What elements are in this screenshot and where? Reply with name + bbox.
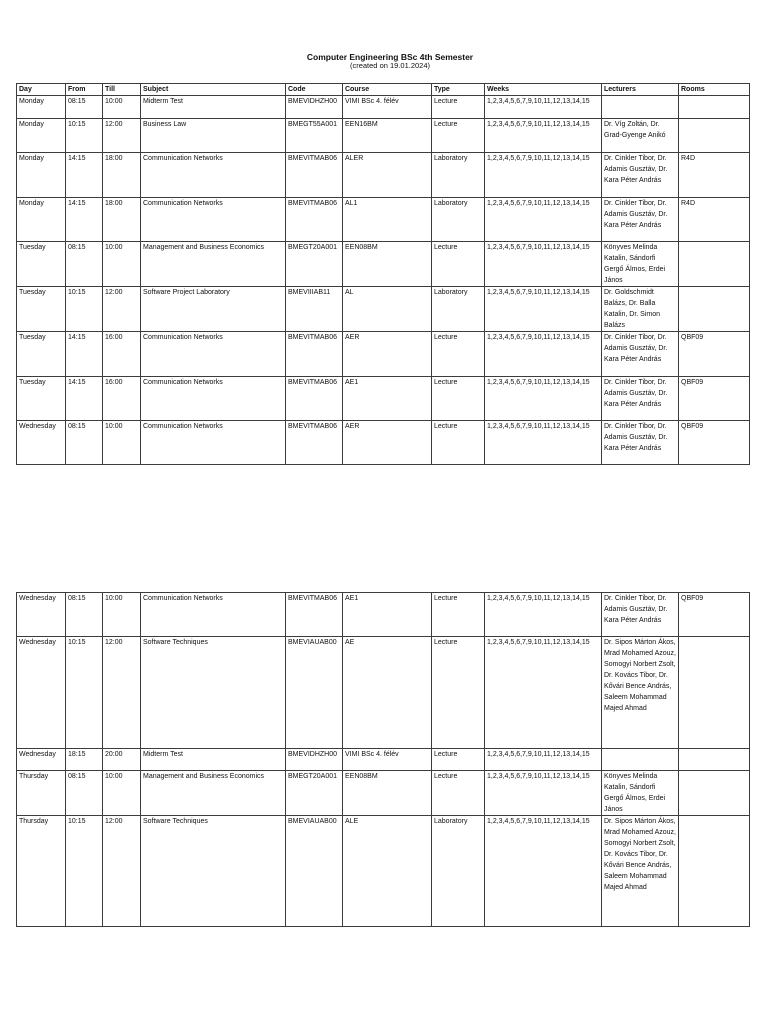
cell-course: AE <box>343 637 432 749</box>
cell-type: Lecture <box>432 377 485 421</box>
cell-from: 10:15 <box>66 287 103 332</box>
cell-course: AE1 <box>343 593 432 637</box>
cell-from: 18:15 <box>66 749 103 771</box>
cell-course: EEN16BM <box>343 119 432 153</box>
table-row <box>17 421 750 465</box>
cell-day: Tuesday <box>17 242 66 287</box>
table-row <box>17 816 750 927</box>
cell-till: 20:00 <box>103 749 141 771</box>
table-row <box>17 119 750 153</box>
schedule-table-bottom <box>16 592 750 927</box>
cell-day: Thursday <box>17 771 66 816</box>
cell-course: VIMI BSc 4. félév <box>343 749 432 771</box>
cell-type: Lecture <box>432 96 485 119</box>
cell-course: EEN08BM <box>343 771 432 816</box>
cell-from: 10:15 <box>66 119 103 153</box>
cell-till: 12:00 <box>103 816 141 927</box>
cell-day: Tuesday <box>17 287 66 332</box>
cell-weeks: 1,2,3,4,5,6,7,9,10,11,12,13,14,15 <box>485 332 602 377</box>
cell-subject: Management and Business Economics <box>141 771 286 816</box>
cell-weeks: 1,2,3,4,5,6,7,9,10,11,12,13,14,15 <box>485 749 602 771</box>
cell-code: BMEGT55A001 <box>286 119 343 153</box>
cell-type: Lecture <box>432 332 485 377</box>
cell-type: Laboratory <box>432 816 485 927</box>
table-row <box>17 96 750 119</box>
cell-till: 12:00 <box>103 637 141 749</box>
cell-rooms: R4D <box>679 198 750 242</box>
cell-course: AER <box>343 421 432 465</box>
cell-till: 10:00 <box>103 421 141 465</box>
cell-course: AL1 <box>343 198 432 242</box>
cell-weeks: 1,2,3,4,5,6,7,9,10,11,12,13,14,15 <box>485 816 602 927</box>
header-day: Day <box>17 84 66 96</box>
cell-code: BMEGT20A001 <box>286 242 343 287</box>
cell-from: 14:15 <box>66 332 103 377</box>
cell-from: 14:15 <box>66 153 103 198</box>
table-header-row <box>17 84 750 96</box>
cell-code: BMEVIDHZH00 <box>286 96 343 119</box>
cell-day: Wednesday <box>17 749 66 771</box>
cell-weeks: 1,2,3,4,5,6,7,9,10,11,12,13,14,15 <box>485 593 602 637</box>
cell-type: Lecture <box>432 421 485 465</box>
cell-weeks: 1,2,3,4,5,6,7,9,10,11,12,13,14,15 <box>485 96 602 119</box>
cell-rooms: QBF09 <box>679 332 750 377</box>
cell-lecturers: Dr. Víg Zoltán, Dr. Grad-Gyenge Anikó <box>602 119 679 153</box>
cell-day: Monday <box>17 153 66 198</box>
cell-lecturers <box>602 96 679 119</box>
cell-lecturers: Dr. Cinkler Tibor, Dr. Adamis Gusztáv, Dr. Kara Péter András <box>602 377 679 421</box>
cell-code: BMEVITMAB06 <box>286 332 343 377</box>
cell-rooms <box>679 771 750 816</box>
cell-till: 18:00 <box>103 198 141 242</box>
header-rooms: Rooms <box>679 84 750 96</box>
cell-weeks: 1,2,3,4,5,6,7,9,10,11,12,13,14,15 <box>485 242 602 287</box>
cell-weeks: 1,2,3,4,5,6,7,9,10,11,12,13,14,15 <box>485 377 602 421</box>
cell-lecturers: Dr. Cinkler Tibor, Dr. Adamis Gusztáv, Dr. Kara Péter András <box>602 421 679 465</box>
cell-day: Monday <box>17 198 66 242</box>
header-code: Code <box>286 84 343 96</box>
cell-rooms <box>679 749 750 771</box>
table-row <box>17 377 750 421</box>
cell-day: Tuesday <box>17 377 66 421</box>
table-row <box>17 332 750 377</box>
cell-course: ALER <box>343 153 432 198</box>
cell-rooms <box>679 119 750 153</box>
cell-weeks: 1,2,3,4,5,6,7,9,10,11,12,13,14,15 <box>485 771 602 816</box>
header-weeks: Weeks <box>485 84 602 96</box>
cell-type: Laboratory <box>432 198 485 242</box>
cell-rooms <box>679 287 750 332</box>
cell-subject: Management and Business Economics <box>141 242 286 287</box>
table-row <box>17 637 750 749</box>
cell-from: 08:15 <box>66 96 103 119</box>
cell-till: 12:00 <box>103 287 141 332</box>
cell-from: 14:15 <box>66 198 103 242</box>
cell-rooms: QBF09 <box>679 593 750 637</box>
cell-till: 16:00 <box>103 377 141 421</box>
cell-course: AER <box>343 332 432 377</box>
schedule-table-top <box>16 83 750 465</box>
table-row <box>17 749 750 771</box>
cell-lecturers: Dr. Sipos Márton Ákos, Mrad Mohamed Azouz, Somogyi Norbert Zsolt, Dr. Kovács Tibor, Dr. Kővári Bence András, Saleem Mohammad Majed Ahmad <box>602 816 679 927</box>
cell-day: Monday <box>17 119 66 153</box>
cell-subject: Software Techniques <box>141 816 286 927</box>
cell-subject: Software Techniques <box>141 637 286 749</box>
cell-rooms <box>679 816 750 927</box>
cell-lecturers <box>602 749 679 771</box>
header-course: Course <box>343 84 432 96</box>
cell-code: BMEVITMAB06 <box>286 153 343 198</box>
cell-till: 18:00 <box>103 153 141 198</box>
cell-rooms: QBF09 <box>679 377 750 421</box>
cell-from: 08:15 <box>66 771 103 816</box>
cell-till: 12:00 <box>103 119 141 153</box>
cell-course: AE1 <box>343 377 432 421</box>
cell-lecturers: Dr. Cinkler Tibor, Dr. Adamis Gusztáv, Dr. Kara Péter András <box>602 332 679 377</box>
cell-rooms <box>679 96 750 119</box>
cell-day: Wednesday <box>17 421 66 465</box>
cell-subject: Midterm Test <box>141 749 286 771</box>
cell-rooms: QBF09 <box>679 421 750 465</box>
cell-lecturers: Dr. Goldschmidt Balázs, Dr. Balla Katalin, Dr. Simon Balázs <box>602 287 679 332</box>
header-till: Till <box>103 84 141 96</box>
cell-subject: Communication Networks <box>141 593 286 637</box>
table-row <box>17 287 750 332</box>
cell-weeks: 1,2,3,4,5,6,7,9,10,11,12,13,14,15 <box>485 119 602 153</box>
cell-code: BMEVIAUAB00 <box>286 637 343 749</box>
cell-code: BMEVITMAB06 <box>286 377 343 421</box>
cell-code: BMEVITMAB06 <box>286 421 343 465</box>
cell-day: Tuesday <box>17 332 66 377</box>
cell-from: 08:15 <box>66 421 103 465</box>
cell-from: 08:15 <box>66 593 103 637</box>
cell-weeks: 1,2,3,4,5,6,7,9,10,11,12,13,14,15 <box>485 198 602 242</box>
cell-subject: Communication Networks <box>141 421 286 465</box>
cell-day: Thursday <box>17 816 66 927</box>
cell-lecturers: Dr. Cinkler Tibor, Dr. Adamis Gusztáv, Dr. Kara Péter András <box>602 593 679 637</box>
cell-subject: Business Law <box>141 119 286 153</box>
table-row <box>17 771 750 816</box>
cell-code: BMEVITMAB06 <box>286 198 343 242</box>
cell-subject: Midterm Test <box>141 96 286 119</box>
cell-type: Lecture <box>432 637 485 749</box>
page-subtitle: (created on 19.01.2024) <box>349 61 431 70</box>
header-subject: Subject <box>141 84 286 96</box>
cell-lecturers: Könyves Melinda Katalin, Sándorfi Gergő Álmos, Erdei János <box>602 771 679 816</box>
cell-code: BMEVIDHZH00 <box>286 749 343 771</box>
header-type: Type <box>432 84 485 96</box>
cell-till: 10:00 <box>103 771 141 816</box>
cell-till: 10:00 <box>103 242 141 287</box>
cell-code: BMEGT20A001 <box>286 771 343 816</box>
cell-type: Lecture <box>432 749 485 771</box>
cell-course: VIMI BSc 4. félév <box>343 96 432 119</box>
cell-type: Lecture <box>432 242 485 287</box>
cell-subject: Communication Networks <box>141 332 286 377</box>
cell-till: 10:00 <box>103 593 141 637</box>
cell-type: Lecture <box>432 593 485 637</box>
cell-lecturers: Dr. Sipos Márton Ákos, Mrad Mohamed Azouz, Somogyi Norbert Zsolt, Dr. Kovács Tibor, Dr. Kővári Bence András, Saleem Mohammad Majed Ahmad <box>602 637 679 749</box>
cell-from: 10:15 <box>66 637 103 749</box>
cell-course: EEN08BM <box>343 242 432 287</box>
table-row <box>17 153 750 198</box>
cell-weeks: 1,2,3,4,5,6,7,9,10,11,12,13,14,15 <box>485 421 602 465</box>
table-row <box>17 198 750 242</box>
header-from: From <box>66 84 103 96</box>
cell-course: AL <box>343 287 432 332</box>
table-row <box>17 242 750 287</box>
cell-course: ALE <box>343 816 432 927</box>
cell-rooms <box>679 637 750 749</box>
cell-from: 14:15 <box>66 377 103 421</box>
cell-weeks: 1,2,3,4,5,6,7,9,10,11,12,13,14,15 <box>485 287 602 332</box>
page-title: Computer Engineering BSc 4th Semester <box>306 52 474 62</box>
cell-day: Wednesday <box>17 637 66 749</box>
cell-lecturers: Dr. Cinkler Tibor, Dr. Adamis Gusztáv, Dr. Kara Péter András <box>602 153 679 198</box>
cell-subject: Software Project Laboratory <box>141 287 286 332</box>
cell-code: BMEVITMAB06 <box>286 593 343 637</box>
cell-subject: Communication Networks <box>141 153 286 198</box>
cell-type: Lecture <box>432 119 485 153</box>
cell-weeks: 1,2,3,4,5,6,7,9,10,11,12,13,14,15 <box>485 637 602 749</box>
cell-subject: Communication Networks <box>141 198 286 242</box>
cell-rooms: R4D <box>679 153 750 198</box>
cell-subject: Communication Networks <box>141 377 286 421</box>
cell-rooms <box>679 242 750 287</box>
cell-lecturers: Könyves Melinda Katalin, Sándorfi Gergő Álmos, Erdei János <box>602 242 679 287</box>
cell-code: BMEVIAUAB00 <box>286 816 343 927</box>
cell-type: Lecture <box>432 771 485 816</box>
cell-lecturers: Dr. Cinkler Tibor, Dr. Adamis Gusztáv, Dr. Kara Péter András <box>602 198 679 242</box>
table-row <box>17 593 750 637</box>
cell-till: 10:00 <box>103 96 141 119</box>
cell-type: Laboratory <box>432 287 485 332</box>
cell-till: 16:00 <box>103 332 141 377</box>
cell-weeks: 1,2,3,4,5,6,7,9,10,11,12,13,14,15 <box>485 153 602 198</box>
header-lecturers: Lecturers <box>602 84 679 96</box>
cell-code: BMEVIIIAB11 <box>286 287 343 332</box>
cell-day: Monday <box>17 96 66 119</box>
cell-day: Wednesday <box>17 593 66 637</box>
cell-type: Laboratory <box>432 153 485 198</box>
cell-from: 08:15 <box>66 242 103 287</box>
cell-from: 10:15 <box>66 816 103 927</box>
